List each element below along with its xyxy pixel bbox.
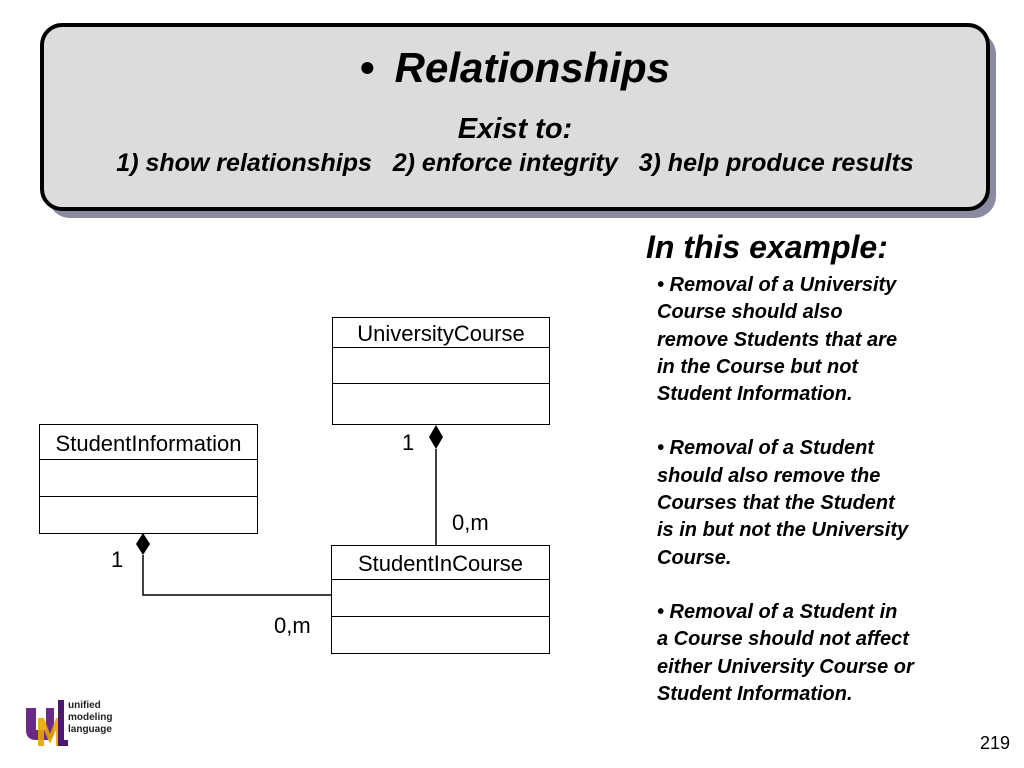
title-text: Relationships (394, 44, 671, 91)
class-name: StudentInCourse (332, 546, 549, 580)
attributes-compartment (332, 580, 549, 617)
class-student-in-course[interactable] (331, 545, 550, 654)
page-number: 219 (980, 733, 1011, 753)
logo-line-modeling: modeling (68, 712, 113, 723)
operations-compartment (40, 497, 257, 533)
multiplicity-info-one: 1 (111, 547, 124, 572)
course-aggregation-diamond (429, 425, 443, 449)
class-student-information[interactable] (39, 424, 258, 534)
note-student-in-course: • Removal of a Student in a Course should not affect either University Course or Student Information. (657, 600, 914, 705)
info-association (136, 533, 331, 595)
logo-line-language: language (68, 724, 112, 735)
example-heading: In this example: (646, 229, 888, 265)
uml-logo-text (68, 700, 112, 736)
info-association-line (143, 555, 331, 595)
reasons-line: 1) show relationships 2) enforce integrity 3) help produce results (116, 149, 914, 177)
attributes-compartment (333, 348, 549, 384)
multiplicity-info-many: 0,m (274, 613, 311, 638)
slide-subtitle: Exist to: (457, 113, 573, 145)
multiplicity-course-many: 0,m (452, 510, 489, 535)
operations-compartment (332, 617, 549, 653)
note-student: • Removal of a Student should also remove the Courses that the Student is in but not the University Course. (657, 437, 909, 569)
operations-compartment (333, 384, 549, 424)
class-name: UniversityCourse (333, 318, 549, 348)
multiplicity-course-one: 1 (402, 430, 415, 455)
course-association (429, 425, 443, 545)
attributes-compartment (40, 460, 257, 497)
info-aggregation-diamond (136, 533, 150, 555)
class-university-course[interactable] (332, 317, 550, 425)
uml-logo-icon (24, 696, 68, 748)
logo-line-unified: unified (68, 700, 101, 711)
title-bullet: • (359, 44, 375, 91)
class-name: StudentInformation (40, 425, 257, 460)
note-university-course: • Removal of a University Course should also remove Students that are in the Course but not Student Information. (657, 274, 898, 406)
